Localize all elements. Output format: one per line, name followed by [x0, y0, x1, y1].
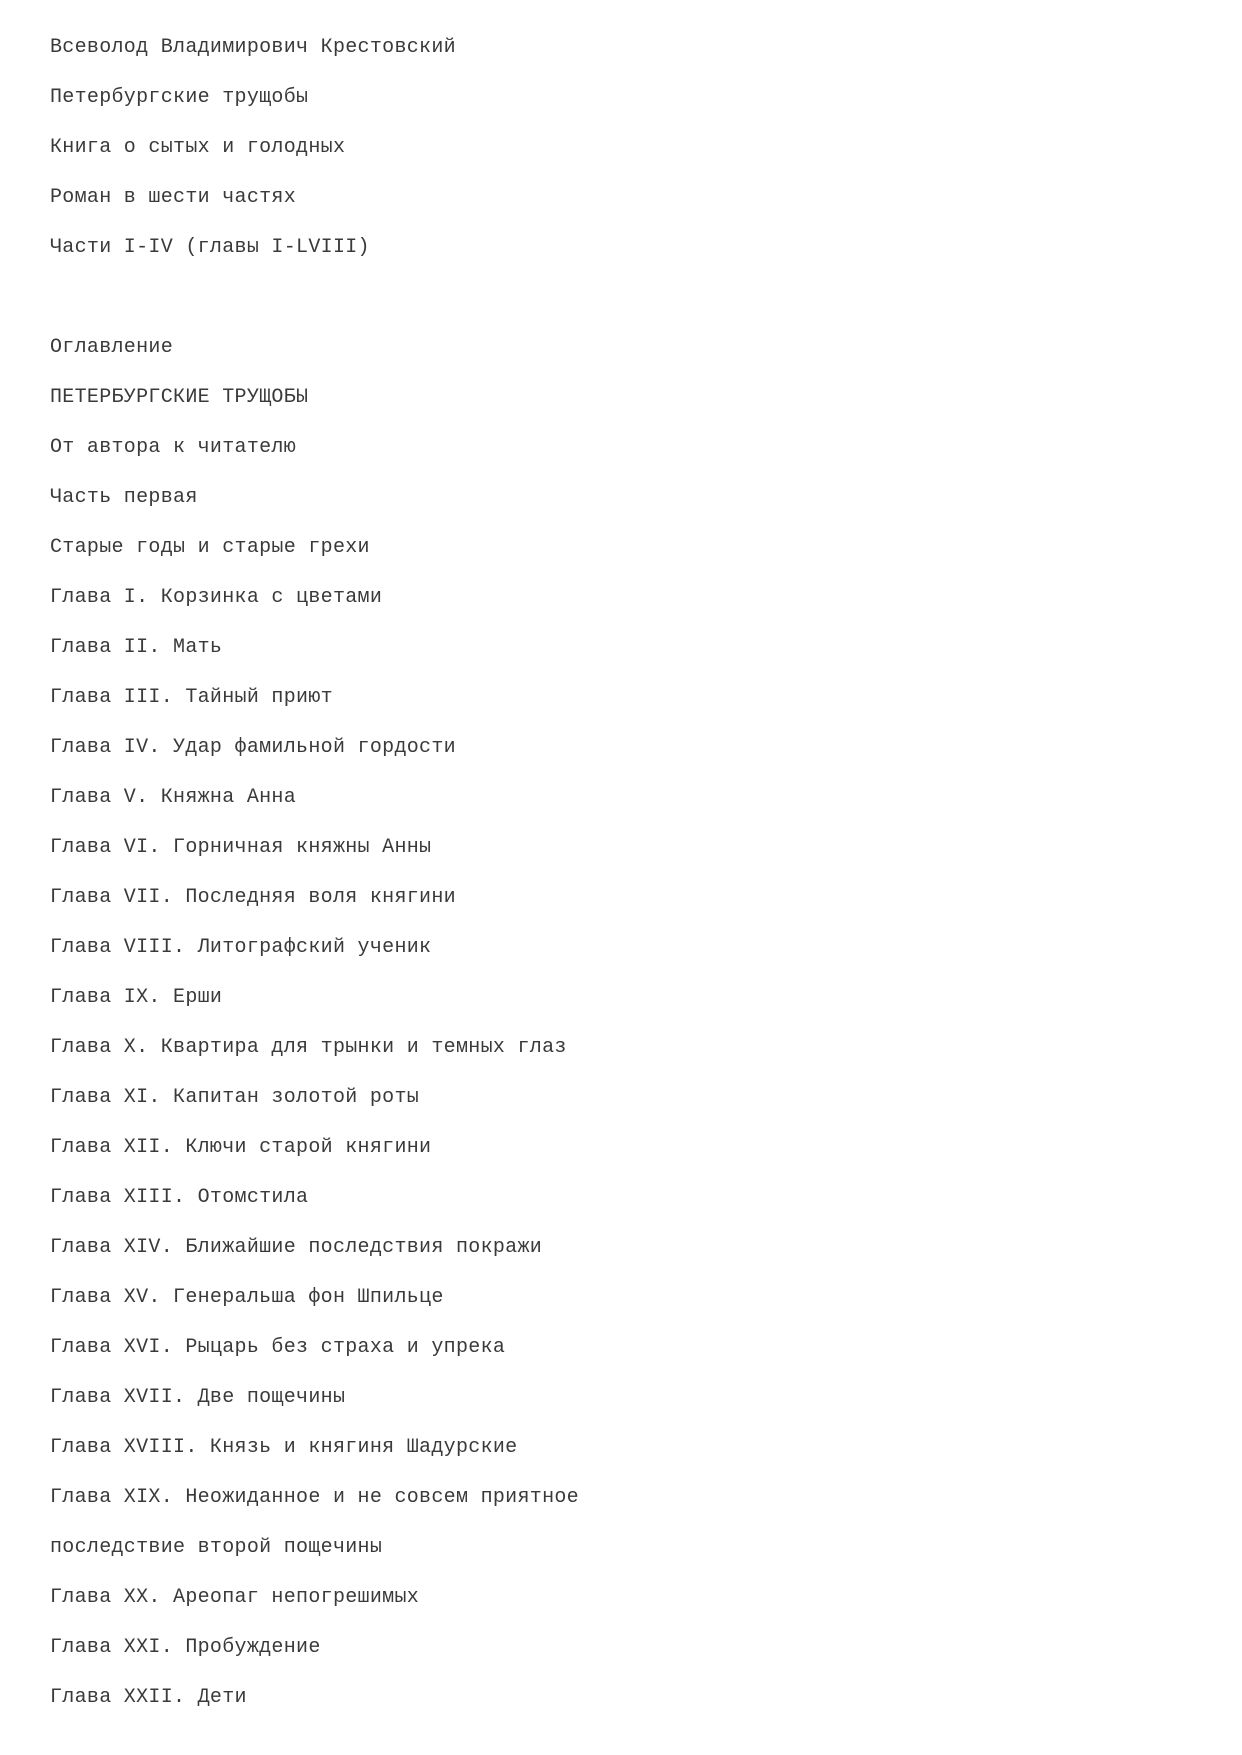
toc-line: ПЕТЕРБУРГСКИЕ ТРУЩОБЫ: [50, 386, 309, 409]
toc-line: Глава XIV. Ближайшие последствия покражи: [50, 1236, 543, 1259]
toc-line: Глава XXI. Пробуждение: [50, 1636, 321, 1659]
toc-line: Глава XIX. Неожиданное и не совсем приятное: [50, 1486, 579, 1509]
toc-line: Глава VII. Последняя воля княгини: [50, 886, 456, 909]
toc-line: Глава VIII. Литографский ученик: [50, 936, 432, 959]
toc-line: Глава XVI. Рыцарь без страха и упрека: [50, 1336, 506, 1359]
toc-line: Глава XV. Генеральша фон Шпильце: [50, 1286, 444, 1309]
toc-line: Глава XX. Ареопаг непогрешимых: [50, 1586, 420, 1609]
toc-line: Глава XVIII. Князь и княгиня Шадурские: [50, 1436, 518, 1459]
toc-line: Старые годы и старые грехи: [50, 536, 370, 559]
toc-line: Глава X. Квартира для трынки и темных глаз: [50, 1036, 567, 1059]
book-title: Петербургские трущобы: [50, 86, 309, 109]
toc-line: Глава XXII. Дети: [50, 1686, 247, 1709]
toc-line: Глава XI. Капитан золотой роты: [50, 1086, 420, 1109]
document-text: [50, 37, 579, 1737]
blank-gap: [50, 287, 579, 337]
toc-line: последствие второй пощечины: [50, 1536, 383, 1559]
toc-line: Глава IV. Удар фамильной гордости: [50, 736, 456, 759]
toc-line: Глава II. Мать: [50, 636, 223, 659]
toc-line: Глава V. Княжна Анна: [50, 786, 297, 809]
toc-heading: Оглавление: [50, 336, 174, 359]
toc-line: Глава XVII. Две пощечины: [50, 1386, 346, 1409]
toc-line: Глава XIII. Отомстила: [50, 1186, 309, 1209]
toc-line: Глава III. Тайный приют: [50, 686, 333, 709]
toc-line: Глава IX. Ерши: [50, 986, 223, 1009]
toc-line: Глава VI. Горничная княжны Анны: [50, 836, 432, 859]
toc-line: От автора к читателю: [50, 436, 297, 459]
book-parts: Части I-IV (главы I-LVIII): [50, 236, 370, 259]
book-subtitle: Книга о сытых и голодных: [50, 136, 346, 159]
author-line: Всеволод Владимирович Крестовский: [50, 36, 456, 59]
toc-list: [50, 387, 579, 1737]
toc-line: Глава XII. Ключи старой княгини: [50, 1136, 432, 1159]
toc-line: Часть первая: [50, 486, 198, 509]
book-genre: Роман в шести частях: [50, 186, 297, 209]
toc-line: Глава I. Корзинка с цветами: [50, 586, 383, 609]
